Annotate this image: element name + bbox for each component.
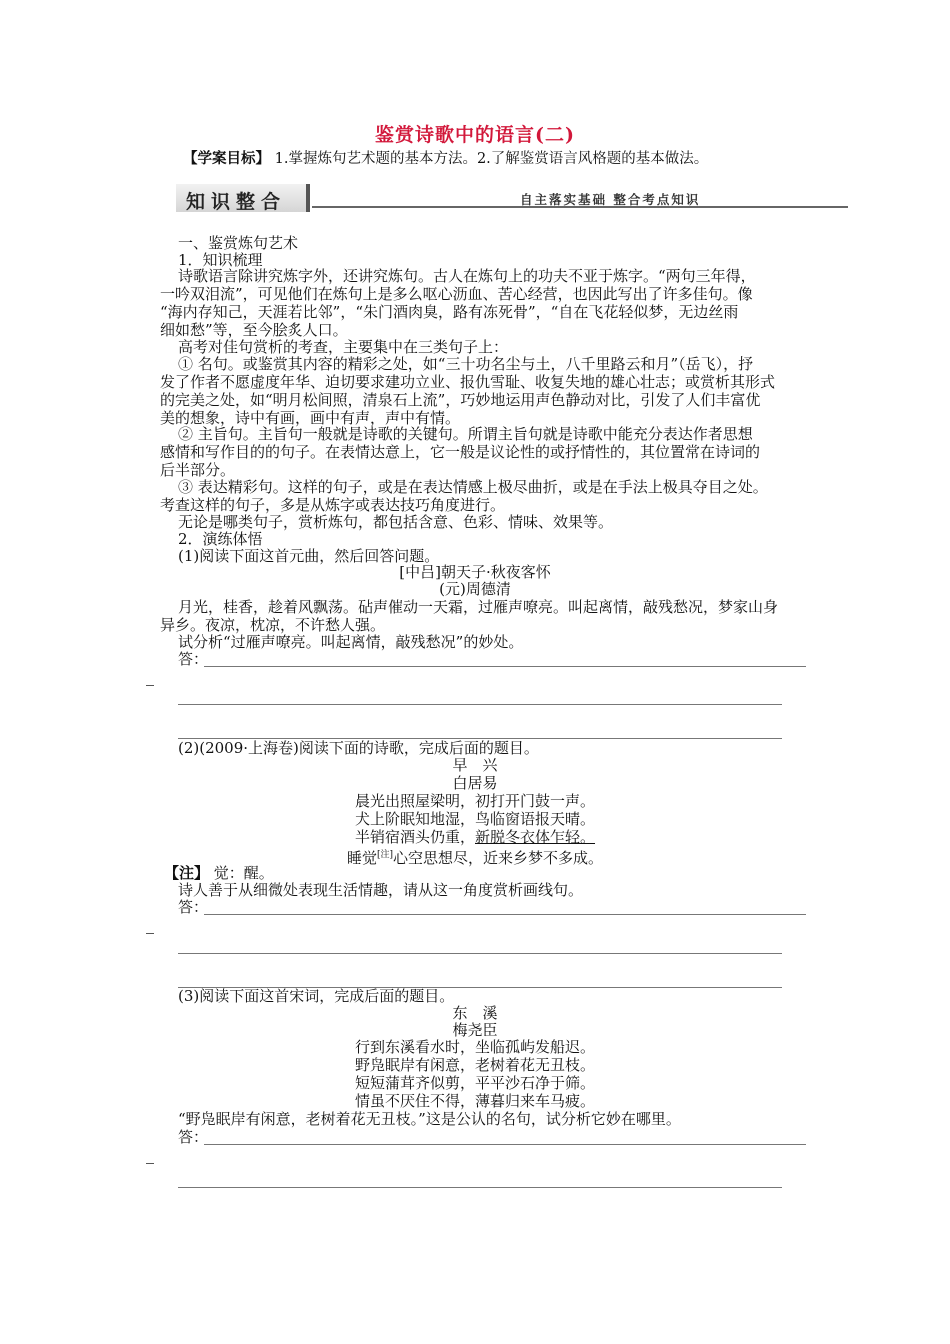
poem-line: 行到东溪看水时，坐临孤屿发船迟。 [354, 1038, 595, 1056]
paragraph-line: 后半部分。 [160, 461, 236, 479]
answer-label: 答： [178, 1128, 209, 1146]
note-tag: 【注】 [164, 864, 210, 882]
poem-text-line: 异乡。夜凉，枕凉，不许愁人强。 [160, 616, 386, 634]
poem-line [0, 828, 950, 846]
poem-author: 梅尧臣 [452, 1021, 498, 1039]
paragraph-line: 高考对佳句赏析的考查，主要集中在三类句子上： [178, 338, 509, 356]
paragraph-line: 考查这样的句子，多是从炼字或表达技巧角度进行。 [160, 496, 506, 514]
paragraph-line: ① 名句。或鉴赏其内容的精彩之处，如“三十功名尘与土，八千里路云和月”（岳飞），抒 [178, 355, 754, 373]
paragraph-line: “海内存知己，天涯若比邻”，“朱门酒肉臭，路有冻死骨”，“自在飞花轻似梦，无边丝雨 [160, 303, 739, 321]
question-text: 诗人善于从细微处表现生活情趣，请从这一角度赏析画线句。 [178, 881, 584, 899]
answer-label: 答： [178, 898, 209, 916]
paragraph-line: 诗歌语言除讲究炼字外，还讲究炼句。古人在炼句上的功夫不亚于炼字。“两句三年得， [178, 267, 756, 285]
poem-line: 情虽不厌住不得，薄暮归来车马疲。 [354, 1092, 595, 1110]
paragraph-line: 美的想象，诗中有画，画中有声，声中有情。 [160, 409, 461, 427]
poem-line: 野凫眠岸有闲意，老树着花无丑枝。 [354, 1056, 595, 1074]
learning-objective [183, 147, 708, 168]
banner-subtitle: 自主落实基础 整合考点知识 [520, 192, 701, 207]
paragraph-line: ② 主旨句。主旨句一般就是诗歌的关键句。所谓主旨句就是诗歌中能充分表达作者思想 [178, 425, 753, 443]
banner-title-box [176, 184, 310, 212]
banner-title: 知识整合 [186, 191, 287, 213]
answer-label: 答： [178, 650, 209, 668]
objective-tag: 【学案目标】 [183, 150, 270, 167]
paragraph-line: 的完美之处，如“明月松间照，清泉石上流”，巧妙地运用声色静动对比，引发了人们丰富优 [160, 391, 761, 409]
question-prompt: (3)阅读下面这首宋词，完成后面的题目。 [178, 987, 455, 1005]
poem-title: 东 溪 [452, 1004, 498, 1022]
subsection-heading: 2．演练体悟 [178, 530, 263, 548]
answer-line[interactable] [178, 1187, 782, 1188]
poem-title: [中吕]朝天子·秋夜客怀 [399, 563, 551, 581]
paragraph-line: 发了作者不愿虚度年华、迫切要求建功立业、报仇雪耻、收复失地的雄心壮志；或赏析其形式 [160, 373, 776, 391]
subsection-heading: 1．知识梳理 [178, 251, 263, 269]
objective-text: 1.掌握炼句艺术题的基本方法。2.了解鉴赏语言风格题的基本做法。 [270, 151, 709, 167]
section-heading: 一、鉴赏炼句艺术 [178, 234, 299, 252]
paragraph-line: 一吟双泪流”，可见他们在炼句上是多么呕心沥血、苦心经营，也因此写出了许多佳句。像 [160, 285, 753, 303]
answer-line[interactable] [178, 953, 782, 954]
poem-line: 晨光出照屋梁明，初打开门鼓一声。 [354, 792, 595, 810]
question-text: “野凫眠岸有闲意，老树着花无丑枝。”这是公认的名句，试分析它妙在哪里。 [178, 1110, 681, 1128]
poem-line-first-half: 半销宿酒头仍重， [354, 828, 475, 846]
poem-line-start: 睡觉 [346, 849, 377, 867]
poem-text-line: 月光，桂香，趁着风飘荡。砧声催动一天霜，过雁声嘹亮。叫起离情，敲残愁况，梦家山身 [178, 598, 779, 616]
poem-line [0, 846, 950, 867]
paragraph-line: ③ 表达精彩句。这样的句子，或是在表达情感上极尽曲折，或是在手法上极具夺目之处。 [178, 478, 768, 496]
paragraph-line: 感情和写作目的的句子。在表情达意上，它一般是议论性的或抒情性的，其位置常在诗词的 [160, 443, 761, 461]
poem-author: (元)周德清 [439, 580, 511, 598]
section-banner [176, 184, 848, 214]
answer-line[interactable] [204, 1144, 806, 1145]
note-text: 觉：醒。 [213, 864, 274, 882]
paragraph-line: 无论是哪类句子，赏析炼句，都包括含意、色彩、情味、效果等。 [178, 513, 614, 531]
poem-line: 犬上阶眠知地湿，鸟临窗语报天晴。 [354, 810, 595, 828]
note-marker: [注] [376, 850, 394, 860]
answer-line-continuation [146, 685, 154, 686]
page-title: 鉴赏诗歌中的语言(二) [375, 124, 575, 146]
poem-title: 早 兴 [452, 756, 498, 774]
poem-line-rest: 心空思想尽，近来乡梦不多成。 [393, 849, 604, 867]
poem-author: 白居易 [452, 774, 498, 792]
question-prompt: (1)阅读下面这首元曲，然后回答问题。 [178, 547, 440, 565]
paragraph-line: 细如愁”等，至今脍炙人口。 [160, 321, 348, 339]
answer-line-continuation [146, 1163, 154, 1164]
poem-line: 短短蒲茸齐似剪，平平沙石净于筛。 [354, 1074, 595, 1092]
answer-line[interactable] [178, 704, 782, 705]
question-text: 试分析“过雁声嘹亮。叫起离情，敲残愁况”的妙处。 [178, 633, 524, 651]
note [164, 864, 274, 882]
question-prompt: (2)(2009·上海卷)阅读下面的诗歌，完成后面的题目。 [178, 739, 539, 757]
banner-rule [312, 186, 848, 208]
underlined-phrase: 新脱冬衣体乍轻。 [475, 828, 596, 846]
answer-line[interactable] [204, 914, 806, 915]
answer-line[interactable] [204, 666, 806, 667]
answer-line-continuation [146, 933, 154, 934]
